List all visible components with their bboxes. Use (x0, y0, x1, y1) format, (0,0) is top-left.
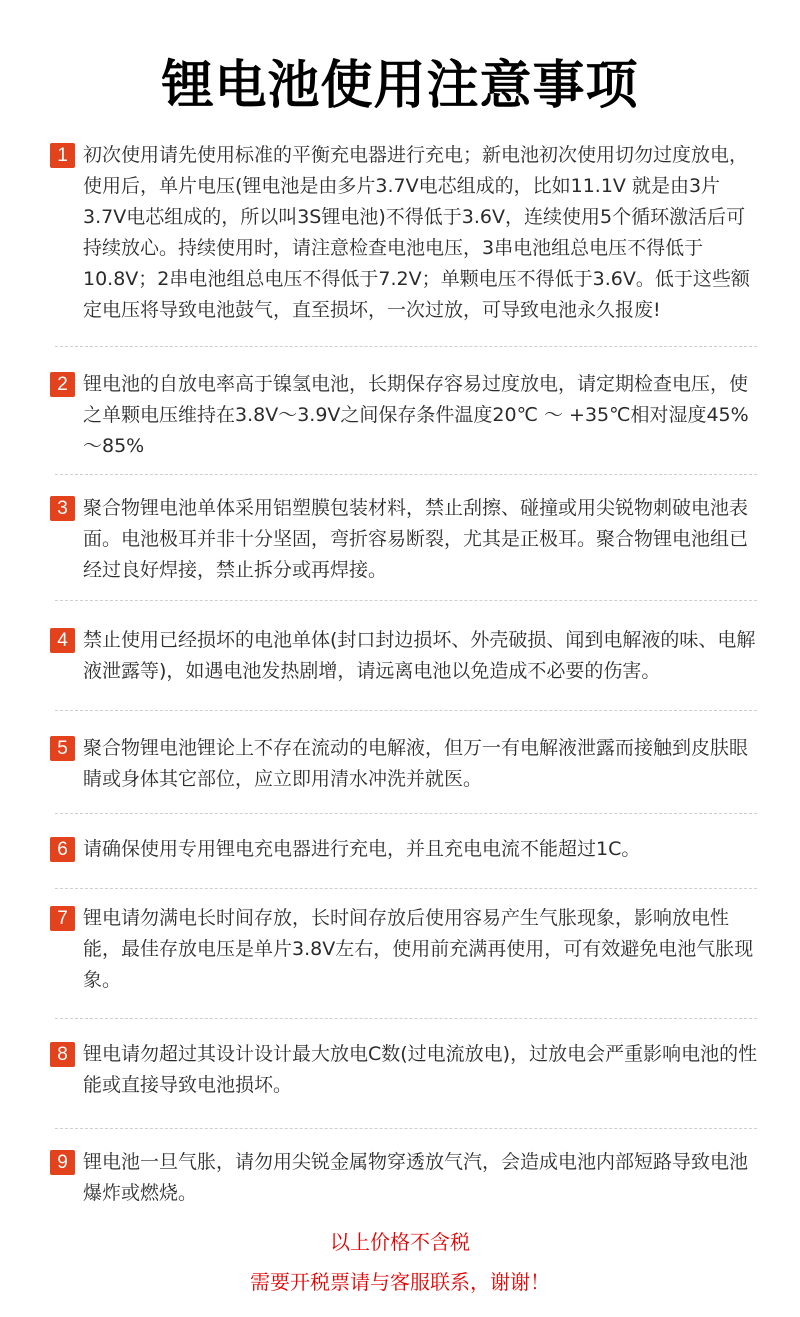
notice-text: 请确保使用专用锂电充电器进行充电，并且充电电流不能超过1C。 (83, 838, 641, 860)
notice-text: 聚合物锂电池单体采用铝塑膜包装材料，禁止刮擦、碰撞或用尖锐物刺破电池表面。电池极耳并非十分坚固，弯折容易断裂，尤其是正极耳。聚合物锂电池组已经过良好焊接，禁止拆分或再焊接。 (83, 497, 749, 581)
notice-item (50, 1042, 760, 1101)
number-badge: 7 (50, 906, 75, 931)
notice-text: 聚合物锂电池锂论上不存在流动的电解液，但万一有电解液泄露而接触到皮肤眼睛或身体其它部位，应立即用清水冲洗并就医。 (83, 737, 749, 790)
number-badge: 2 (50, 372, 75, 397)
number-badge: 8 (50, 1042, 75, 1067)
notice-item (50, 143, 760, 326)
notice-text: 锂电池一旦气胀，请勿用尖锐金属物穿透放气汽，会造成电池内部短路导致电池爆炸或燃烧。 (83, 1151, 749, 1204)
notice-item (50, 496, 760, 586)
notice-item (50, 628, 760, 687)
dashed-divider (55, 600, 757, 601)
dashed-divider (55, 474, 757, 475)
number-badge: 4 (50, 628, 75, 653)
notice-text: 初次使用请先使用标准的平衡充电器进行充电；新电池初次使用切勿过度放电，使用后，单片电压(锂电池是由多片3.7V电芯组成的，比如11.1V 就是由3片3.7V电芯组成的，所以叫3S锂电池)不得低于3.6V，连续使用5个循环激活后可持续放心。持续使用时，请注意检查电池电压，3串电池组总电压不得低于10.8V；2串电池组总电压不得低于7.2V；单颗电压不得低于3.6V。低于这些额定电压将导致电池鼓气，直至损坏，一次过放，可导致电池永久报废! (83, 144, 750, 321)
notice-text: 锂电请勿满电长时间存放，长时间存放后使用容易产生气胀现象，影响放电性能，最佳存放电压是单片3.8V左右，使用前充满再使用，可有效避免电池气胀现象。 (83, 907, 754, 991)
tax-notice: 以上价格不含税 (330, 1230, 470, 1254)
dashed-divider (55, 888, 757, 889)
notice-text: 禁止使用已经损坏的电池单体(封口封边损坏、外壳破损、闻到电解液的味、电解液泄露等)，如遇电池发热剧增，请远离电池以免造成不必要的伤害。 (83, 629, 756, 682)
dashed-divider (55, 1128, 757, 1129)
notice-item (50, 372, 760, 462)
number-badge: 6 (50, 837, 75, 862)
contact-notice: 需要开税票请与客服联系，谢谢！ (250, 1270, 550, 1294)
dashed-divider (55, 346, 757, 347)
dashed-divider (55, 710, 757, 711)
notice-item (50, 837, 760, 865)
notice-item (50, 906, 760, 996)
number-badge: 9 (50, 1150, 75, 1175)
number-badge: 1 (50, 143, 75, 168)
notice-item (50, 1150, 760, 1209)
notice-text: 锂电请勿超过其设计设计最大放电C数(过电流放电)，过放电会严重影响电池的性能或直接导致电池损坏。 (83, 1043, 758, 1096)
notice-item (50, 736, 760, 795)
number-badge: 3 (50, 496, 75, 521)
page-title: 锂电池使用注意事项 (161, 56, 639, 116)
notice-text: 锂电池的自放电率高于镍氢电池，长期保存容易过度放电，请定期检查电压，使之单颗电压维持在3.8V～3.9V之间保存条件温度20℃ ～ +35℃相对湿度45%～85% (83, 373, 749, 457)
dashed-divider (55, 1018, 757, 1019)
dashed-divider (55, 813, 757, 814)
number-badge: 5 (50, 736, 75, 761)
